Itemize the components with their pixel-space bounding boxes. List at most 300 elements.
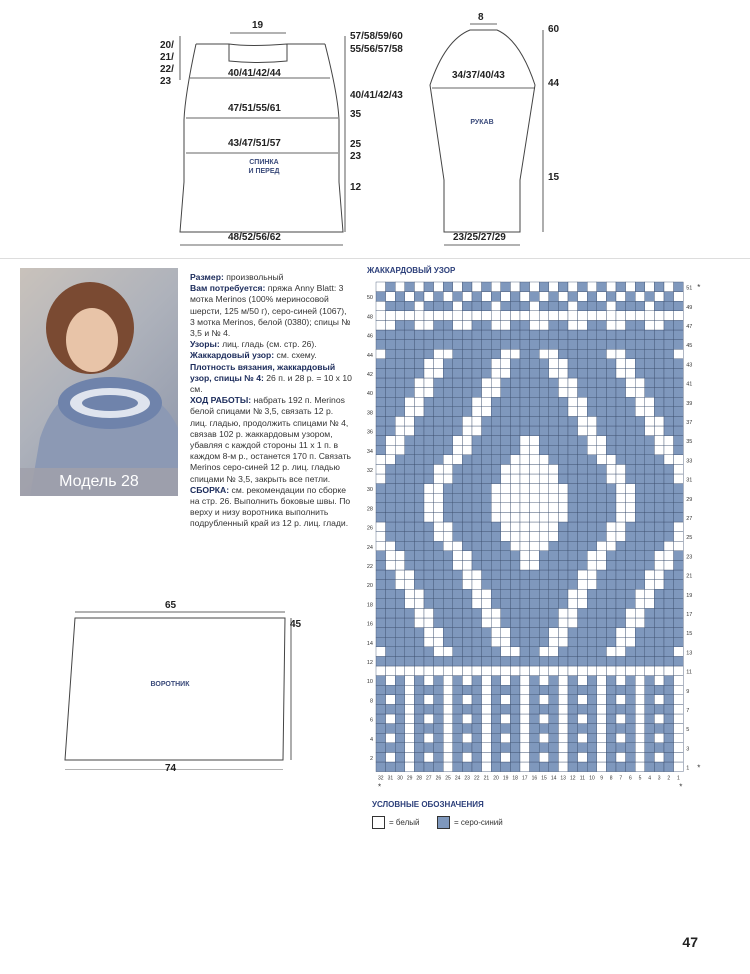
chart-cell xyxy=(645,484,655,494)
chart-cell xyxy=(664,560,674,570)
chart-cell xyxy=(434,445,444,455)
chart-cell xyxy=(501,608,511,618)
chart-cell xyxy=(414,685,424,695)
chart-cell xyxy=(491,637,501,647)
chart-cell xyxy=(386,560,396,570)
chart-cell xyxy=(520,647,530,657)
chart-cell xyxy=(510,560,520,570)
chart-cell xyxy=(645,407,655,417)
chart-cell xyxy=(539,292,549,302)
chart-cell xyxy=(443,378,453,388)
chart-cell xyxy=(606,762,616,772)
chart-cell xyxy=(549,608,559,618)
chart-cell xyxy=(664,484,674,494)
row-label: 37 xyxy=(686,420,693,426)
chart-cell xyxy=(674,368,684,378)
chart-cell xyxy=(645,714,655,724)
chart-cell xyxy=(510,522,520,532)
chart-cell xyxy=(597,733,607,743)
chart-cell xyxy=(405,762,415,772)
chart-cell xyxy=(472,666,482,676)
chart-cell xyxy=(510,436,520,446)
chart-cell xyxy=(424,445,434,455)
chart-cell xyxy=(376,647,386,657)
chart-cell xyxy=(635,685,645,695)
chart-cell xyxy=(472,445,482,455)
chart-cell xyxy=(654,637,664,647)
chart-cell xyxy=(405,349,415,359)
chart-cell xyxy=(520,426,530,436)
chart-cell xyxy=(501,560,511,570)
chart-cell xyxy=(453,724,463,734)
chart-cell xyxy=(482,311,492,321)
chart-cell xyxy=(510,608,520,618)
chart-cell xyxy=(434,503,444,513)
chart-cell xyxy=(645,743,655,753)
chart-cell xyxy=(616,445,626,455)
col-label: 6 xyxy=(629,775,632,782)
chart-cell xyxy=(434,349,444,359)
chart-cell xyxy=(443,445,453,455)
chart-cell xyxy=(568,589,578,599)
chart-cell xyxy=(386,292,396,302)
chart-cell xyxy=(434,301,444,311)
chart-cell xyxy=(501,580,511,590)
chart-cell xyxy=(482,397,492,407)
chart-cell xyxy=(549,695,559,705)
chart-cell xyxy=(549,666,559,676)
chart-cell xyxy=(587,340,597,350)
chart-cell xyxy=(414,695,424,705)
chart-cell xyxy=(491,580,501,590)
chart-cell xyxy=(587,570,597,580)
jacquard-text: см. схему. xyxy=(276,350,317,361)
chart-cell xyxy=(414,647,424,657)
chart-cell xyxy=(434,407,444,417)
chart-cell xyxy=(626,647,636,657)
chart-cell xyxy=(635,493,645,503)
chart-cell xyxy=(587,349,597,359)
chart-cell xyxy=(587,541,597,551)
chart-cell xyxy=(558,474,568,484)
chart-cell xyxy=(606,647,616,657)
chart-cell xyxy=(539,378,549,388)
chart-cell xyxy=(424,301,434,311)
chart-cell xyxy=(462,340,472,350)
chart-cell xyxy=(453,320,463,330)
chart-cell xyxy=(606,484,616,494)
inner-dim-1: 40/41/42/44 xyxy=(228,68,281,79)
chart-cell xyxy=(635,484,645,494)
chart-cell xyxy=(414,416,424,426)
chart-cell xyxy=(539,743,549,753)
left-dim-3: 22/ xyxy=(160,64,174,75)
right-dim-7: 12 xyxy=(350,182,362,193)
chart-cell xyxy=(482,599,492,609)
chart-cell xyxy=(578,714,588,724)
chart-cell xyxy=(549,551,559,561)
chart-cell xyxy=(414,522,424,532)
left-dim-1: 20/ xyxy=(160,40,174,51)
chart-cell xyxy=(395,599,405,609)
chart-cell xyxy=(405,503,415,513)
chart-cell xyxy=(443,580,453,590)
row-label: 51 xyxy=(686,285,693,292)
chart-cell xyxy=(626,608,636,618)
chart-cell xyxy=(654,349,664,359)
chart-cell xyxy=(539,570,549,580)
chart-cell xyxy=(568,484,578,494)
chart-cell xyxy=(376,695,386,705)
chart-cell xyxy=(501,503,511,513)
chart-cell xyxy=(472,628,482,638)
chart-cell xyxy=(501,733,511,743)
chart-cell xyxy=(568,704,578,714)
chart-cell xyxy=(414,743,424,753)
chart-cell xyxy=(434,388,444,398)
chart-cell xyxy=(597,743,607,753)
chart-cell xyxy=(626,359,636,369)
chart-cell xyxy=(616,628,626,638)
chart-cell xyxy=(530,282,540,292)
chart-cell xyxy=(578,541,588,551)
chart-cell xyxy=(424,330,434,340)
chart-cell xyxy=(386,282,396,292)
row-label: 31 xyxy=(686,477,693,484)
chart-cell xyxy=(462,560,472,570)
chart-cell xyxy=(616,378,626,388)
chart-cell xyxy=(472,368,482,378)
row-label: 41 xyxy=(686,381,693,388)
chart-cell xyxy=(530,580,540,590)
chart-cell xyxy=(539,330,549,340)
chart-cell xyxy=(520,445,530,455)
chart-cell xyxy=(578,628,588,638)
chart-cell xyxy=(491,407,501,417)
chart-cell xyxy=(626,599,636,609)
right-dim-4: 35 xyxy=(350,109,362,120)
chart-cell xyxy=(491,340,501,350)
chart-cell xyxy=(597,647,607,657)
chart-cell xyxy=(482,330,492,340)
chart-cell xyxy=(434,484,444,494)
chart-cell xyxy=(616,282,626,292)
chart-cell xyxy=(414,637,424,647)
chart-cell xyxy=(395,752,405,762)
chart-cell xyxy=(491,560,501,570)
chart-cell xyxy=(414,474,424,484)
chart-cell xyxy=(376,752,386,762)
chart-cell xyxy=(501,368,511,378)
chart-cell xyxy=(606,656,616,666)
row-label: 10 xyxy=(366,679,373,686)
chart-cell xyxy=(645,532,655,542)
chart-cell xyxy=(568,685,578,695)
chart-cell xyxy=(405,647,415,657)
chart-cell xyxy=(549,407,559,417)
chart-cell xyxy=(510,637,520,647)
chart-cell xyxy=(568,455,578,465)
chart-cell xyxy=(654,762,664,772)
chart-cell xyxy=(414,714,424,724)
chart-cell xyxy=(434,714,444,724)
chart-cell xyxy=(530,493,540,503)
chart-cell xyxy=(664,445,674,455)
chart-cell xyxy=(664,474,674,484)
chart-cell xyxy=(674,532,684,542)
chart-cell xyxy=(587,628,597,638)
chart-cell xyxy=(405,532,415,542)
chart-cell xyxy=(472,685,482,695)
chart-cell xyxy=(635,608,645,618)
chart-cell xyxy=(405,301,415,311)
chart-cell xyxy=(501,676,511,686)
chart-cell xyxy=(376,714,386,724)
chart-cell xyxy=(453,301,463,311)
chart-cell xyxy=(578,388,588,398)
chart-cell xyxy=(395,416,405,426)
chart-cell xyxy=(568,522,578,532)
chart-cell xyxy=(501,532,511,542)
chart-cell xyxy=(386,704,396,714)
chart-cell xyxy=(453,407,463,417)
chart-cell xyxy=(645,388,655,398)
chart-cell xyxy=(664,340,674,350)
chart-cell xyxy=(510,292,520,302)
chart-cell xyxy=(491,474,501,484)
chart-cell xyxy=(376,762,386,772)
chart-cell xyxy=(520,320,530,330)
chart-cell xyxy=(558,704,568,714)
chart-cell xyxy=(558,541,568,551)
chart-cell xyxy=(453,359,463,369)
chart-cell xyxy=(587,762,597,772)
chart-cell xyxy=(568,714,578,724)
chart-cell xyxy=(376,464,386,474)
chart-cell xyxy=(405,637,415,647)
chart-cell xyxy=(472,608,482,618)
chart-cell xyxy=(472,695,482,705)
chart-cell xyxy=(654,416,664,426)
chart-cell xyxy=(635,628,645,638)
chart-cell xyxy=(597,570,607,580)
chart-cell xyxy=(664,330,674,340)
chart-cell xyxy=(405,455,415,465)
chart-cell xyxy=(645,618,655,628)
chart-cell xyxy=(510,493,520,503)
chart-cell xyxy=(462,608,472,618)
chart-cell xyxy=(539,580,549,590)
chart-cell xyxy=(654,733,664,743)
row-label: 32 xyxy=(366,468,373,474)
chart-cell xyxy=(395,388,405,398)
row-label: 12 xyxy=(366,660,373,666)
chart-cell xyxy=(520,464,530,474)
chart-cell xyxy=(434,416,444,426)
chart-cell xyxy=(510,445,520,455)
chart-cell xyxy=(597,676,607,686)
chart-cell xyxy=(414,762,424,772)
chart-cell xyxy=(674,618,684,628)
chart-cell xyxy=(386,724,396,734)
chart-cell xyxy=(568,330,578,340)
chart-cell xyxy=(501,311,511,321)
chart-cell xyxy=(674,628,684,638)
chart-cell xyxy=(597,474,607,484)
chart-cell xyxy=(510,676,520,686)
chart-cell xyxy=(654,330,664,340)
chart-cell xyxy=(626,733,636,743)
chart-cell xyxy=(549,416,559,426)
chart-cell xyxy=(674,445,684,455)
chart-cell xyxy=(549,714,559,724)
chart-cell xyxy=(414,512,424,522)
chart-cell xyxy=(501,695,511,705)
chart-cell xyxy=(635,464,645,474)
chart-cell xyxy=(491,484,501,494)
chart-cell xyxy=(424,349,434,359)
chart-cell xyxy=(424,522,434,532)
chart-cell xyxy=(597,656,607,666)
row-label: 48 xyxy=(366,314,373,321)
chart-cell xyxy=(386,628,396,638)
chart-cell xyxy=(616,493,626,503)
chart-cell xyxy=(578,311,588,321)
chart-cell xyxy=(395,292,405,302)
chart-cell xyxy=(549,541,559,551)
chart-cell xyxy=(434,426,444,436)
chart-cell xyxy=(376,503,386,513)
chart-cell xyxy=(664,541,674,551)
chart-cell xyxy=(376,599,386,609)
chart-cell xyxy=(434,551,444,561)
chart-cell xyxy=(587,378,597,388)
chart-cell xyxy=(597,695,607,705)
chart-cell xyxy=(664,311,674,321)
chart-cell xyxy=(606,512,616,522)
chart-cell xyxy=(501,282,511,292)
chart-cell xyxy=(597,493,607,503)
chart-cell xyxy=(386,532,396,542)
chart-cell xyxy=(568,570,578,580)
chart-cell xyxy=(491,656,501,666)
chart-cell xyxy=(395,474,405,484)
chart-cell xyxy=(539,512,549,522)
chart-cell xyxy=(491,493,501,503)
chart-cell xyxy=(510,464,520,474)
chart-cell xyxy=(501,743,511,753)
chart-cell xyxy=(578,647,588,657)
chart-cell xyxy=(520,695,530,705)
chart-cell xyxy=(501,445,511,455)
chart-cell xyxy=(539,445,549,455)
chart-cell xyxy=(530,599,540,609)
chart-cell xyxy=(578,762,588,772)
chart-cell xyxy=(520,580,530,590)
chart-cell xyxy=(578,676,588,686)
chart-cell xyxy=(414,532,424,542)
chart-cell xyxy=(491,455,501,465)
chart-cell xyxy=(414,551,424,561)
chart-cell xyxy=(616,551,626,561)
chart-cell xyxy=(424,340,434,350)
col-label: 19 xyxy=(502,775,509,782)
chart-cell xyxy=(645,656,655,666)
chart-cell xyxy=(453,455,463,465)
chart-cell xyxy=(376,656,386,666)
legend-white-label: = белый xyxy=(389,818,420,827)
chart-cell xyxy=(635,282,645,292)
chart-cell xyxy=(606,704,616,714)
chart-cell xyxy=(482,407,492,417)
row-label: 30 xyxy=(366,487,373,494)
row-label: 43 xyxy=(686,362,693,369)
chart-cell xyxy=(462,589,472,599)
chart-cell xyxy=(549,301,559,311)
chart-cell xyxy=(587,330,597,340)
chart-cell xyxy=(626,637,636,647)
col-label: 15 xyxy=(541,775,547,782)
chart-cell xyxy=(501,618,511,628)
chart-cell xyxy=(501,349,511,359)
body-bottom-dim: 48/52/56/62 xyxy=(228,232,281,243)
chart-cell xyxy=(424,647,434,657)
chart-cell xyxy=(376,426,386,436)
chart-cell xyxy=(549,704,559,714)
chart-cell xyxy=(386,301,396,311)
chart-cell xyxy=(664,464,674,474)
chart-cell xyxy=(376,551,386,561)
chart-cell xyxy=(616,340,626,350)
chart-cell xyxy=(482,464,492,474)
chart-cell xyxy=(568,666,578,676)
row-label: 3 xyxy=(686,746,690,753)
chart-cell xyxy=(674,637,684,647)
chart-cell xyxy=(443,608,453,618)
chart-cell xyxy=(472,551,482,561)
chart-cell xyxy=(568,301,578,311)
chart-cell xyxy=(635,666,645,676)
chart-cell xyxy=(395,714,405,724)
collar-bottom-dim: 74 xyxy=(165,763,177,774)
chart-cell xyxy=(386,464,396,474)
row-label: 25 xyxy=(686,535,693,542)
chart-cell xyxy=(530,301,540,311)
chart-cell xyxy=(587,647,597,657)
chart-cell xyxy=(664,407,674,417)
chart-cell xyxy=(616,455,626,465)
chart-cell xyxy=(386,455,396,465)
chart-cell xyxy=(606,436,616,446)
chart-cell xyxy=(530,359,540,369)
chart-cell xyxy=(453,426,463,436)
chart-cell xyxy=(539,637,549,647)
chart-cell xyxy=(434,320,444,330)
chart-cell xyxy=(501,656,511,666)
chart-cell xyxy=(645,320,655,330)
chart-cell xyxy=(405,397,415,407)
chart-cell xyxy=(626,388,636,398)
chart-cell xyxy=(539,685,549,695)
chart-cell xyxy=(501,724,511,734)
chart-cell xyxy=(568,599,578,609)
chart-cell xyxy=(501,301,511,311)
chart-cell xyxy=(616,743,626,753)
chart-cell xyxy=(549,474,559,484)
chart-cell xyxy=(443,388,453,398)
chart-cell xyxy=(578,474,588,484)
chart-cell xyxy=(472,724,482,734)
